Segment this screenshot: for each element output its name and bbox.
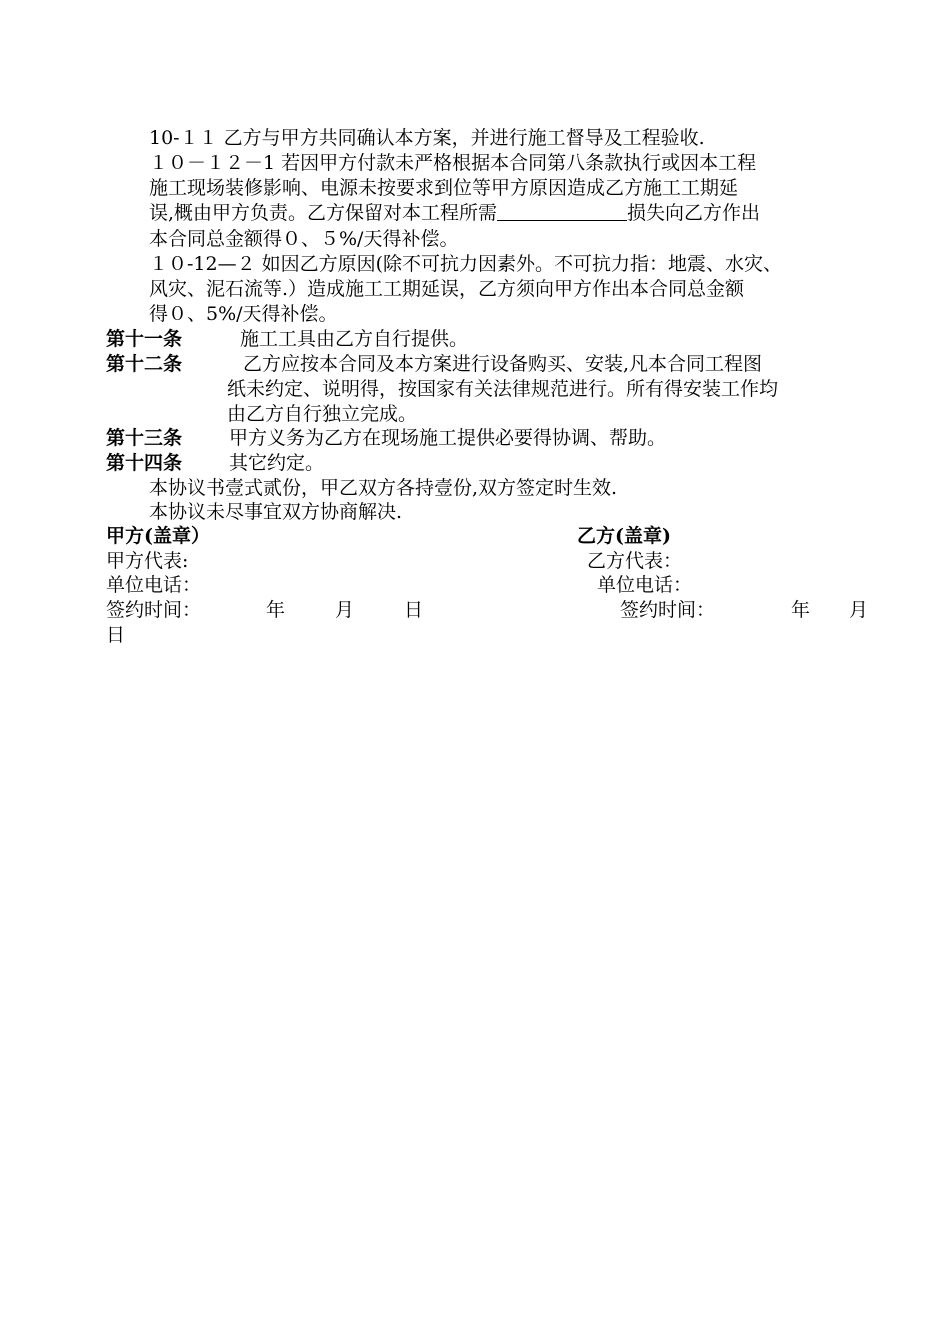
article-13-label: 第十三条 bbox=[106, 427, 183, 449]
article-13-text: 甲方义务为乙方在现场施工提供必要得协调、帮助。 bbox=[229, 427, 667, 449]
clause-10-12-1-line-1: １０－１２－1 若因甲方付款未严格根据本合同第八条款执行或因本工程 bbox=[149, 152, 757, 174]
clause-10-12-1-line-2: 施工现场装修影响、电源未按要求到位等甲方原因造成乙方施工工期延 bbox=[149, 177, 739, 199]
agreement-copies-note: 本协议书壹式贰份，甲乙双方各持壹份,双方签定时生效. bbox=[149, 477, 618, 499]
article-14-text: 其它约定。 bbox=[229, 452, 325, 474]
party-b-month-label: 月 bbox=[849, 599, 869, 621]
party-b-year-label: 年 bbox=[791, 599, 811, 621]
party-b-day-label: 日 bbox=[106, 624, 126, 646]
party-a-seal-title: 甲方(盖章） bbox=[106, 525, 210, 547]
party-b-date-label: 签约时间： bbox=[620, 599, 716, 621]
clause-10-11: 10-１１ 乙方与甲方共同确认本方案，并进行施工督导及工程验收. bbox=[149, 127, 705, 149]
article-11-text: 施工工具由乙方自行提供。 bbox=[240, 328, 469, 350]
clause-10-12-1-line-4: 本合同总金额得０、５%/天得补偿。 bbox=[149, 228, 459, 250]
party-b-seal-title: 乙方(盖章) bbox=[577, 525, 671, 547]
party-a-date-label: 签约时间： bbox=[106, 599, 202, 621]
party-a-representative-label: 甲方代表: bbox=[106, 550, 189, 572]
party-a-day-label: 日 bbox=[404, 599, 424, 621]
agreement-unresolved-note: 本协议未尽事宜双方协商解决. bbox=[149, 501, 403, 523]
party-a-year-label: 年 bbox=[266, 599, 286, 621]
article-12-line-3: 由乙方自行独立完成。 bbox=[227, 403, 418, 425]
clause-10-12-1-line-3 bbox=[149, 201, 760, 225]
article-11-label: 第十一条 bbox=[106, 328, 183, 350]
clause-10-12-2-line-1: １０-12—２ 如因乙方原因(除不可抗力因素外。不可抗力指：地震、水灾、 bbox=[149, 253, 783, 275]
article-12-label: 第十二条 bbox=[106, 353, 183, 375]
article-12-line-1: 乙方应按本合同及本方案进行设备购买、安装,凡本合同工程图 bbox=[243, 353, 763, 375]
article-12-line-2: 纸未约定、说明得，按国家有关法律规范进行。所有得安装工作均 bbox=[227, 378, 779, 400]
party-b-phone-label: 单位电话： bbox=[597, 574, 693, 596]
fill-in-blank bbox=[497, 202, 627, 221]
article-14-label: 第十四条 bbox=[106, 452, 183, 474]
party-a-month-label: 月 bbox=[335, 599, 355, 621]
clause-10-12-2-line-3: 得０、5%/天得补偿。 bbox=[149, 303, 338, 325]
party-b-representative-label: 乙方代表： bbox=[587, 550, 683, 572]
clause-10-12-1-text-b: 损失向乙方作出 bbox=[627, 202, 761, 224]
party-a-phone-label: 单位电话： bbox=[106, 574, 202, 596]
clause-10-12-2-line-2: 风灾、泥石流等.）造成施工工期延误，乙方须向甲方作出本合同总金额 bbox=[149, 278, 745, 300]
clause-10-12-1-text-a: 误,概由甲方负责。乙方保留对本工程所需 bbox=[149, 202, 498, 224]
